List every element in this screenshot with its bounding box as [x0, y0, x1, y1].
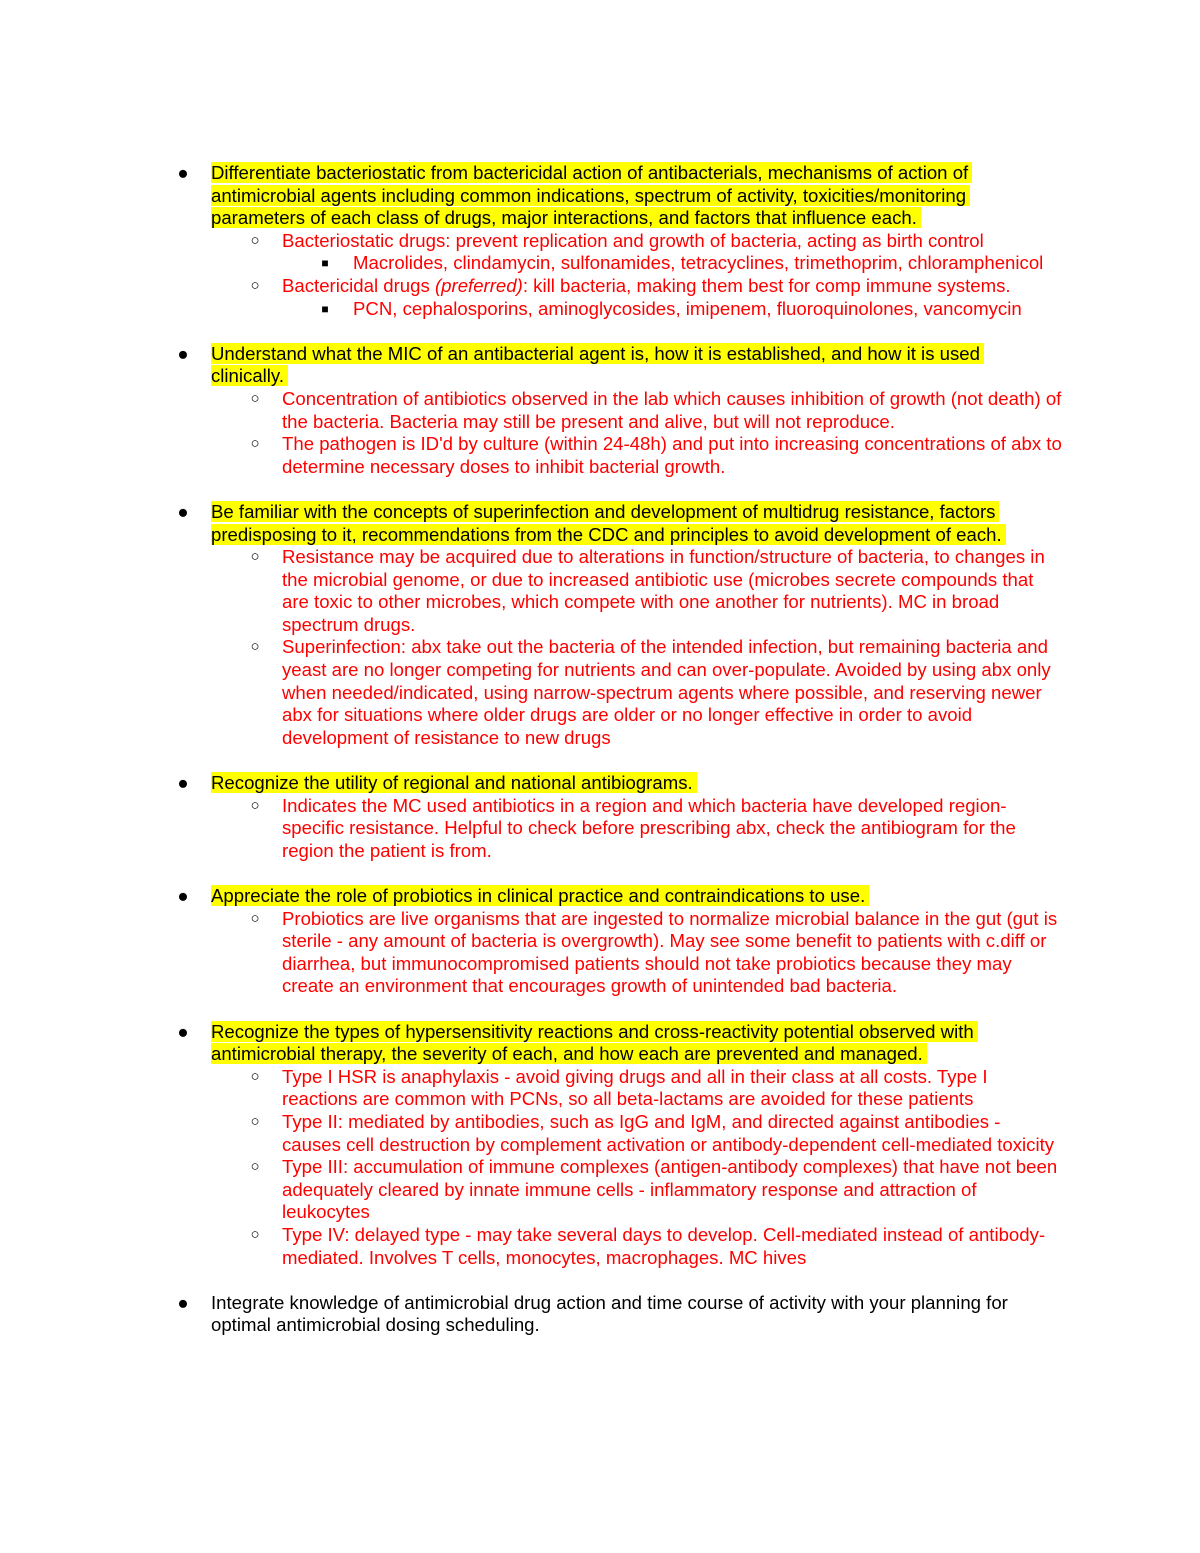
objective-text: Appreciate the role of probiotics in clinical practice and contraindications to use.: [211, 885, 869, 906]
circle-bullet-icon: ○: [250, 548, 260, 566]
square-bullet-icon: ■: [321, 256, 329, 271]
point-text: Concentration of antibiotics observed in the lab which causes inhibition of growth (not death) of the bacteria. Bacteria may still be present and alive, but will not reproduce.: [282, 387, 1062, 432]
sub-list: [211, 546, 1051, 749]
point-emphasis: (preferred): [434, 274, 523, 296]
sub-list-item: [0, 795, 1062, 863]
sub-list-item: [0, 1156, 1062, 1224]
sub-list: [211, 795, 1041, 863]
point-text: The pathogen is ID'd by culture (within 24-48h) and put into increasing concentrations of abx to determine necessary doses to inhibit bacterial growth.: [282, 433, 1062, 477]
sub-sub-list: [282, 298, 1062, 321]
square-bullet-icon: ■: [321, 301, 329, 316]
sub-list: [211, 387, 1062, 478]
sub-list-item: [0, 433, 1062, 478]
sub-sub-list-item: [0, 252, 1073, 275]
sub-list-item: [0, 230, 1062, 275]
sub-list: [211, 229, 1044, 320]
list-item: [0, 500, 1051, 750]
circle-bullet-icon: ○: [250, 231, 260, 249]
circle-bullet-icon: ○: [250, 796, 260, 814]
document-page: [0, 162, 1200, 1337]
point-text: Indicates the MC used antibiotics in a region and which bacteria have developed region-specific resistance. Helpful to check before prescribing abx, check the antibiogram for the region the patient is from.: [282, 794, 1016, 861]
sub-sub-list-item: [0, 298, 1073, 321]
list-item: [0, 885, 1058, 998]
circle-bullet-icon: ○: [250, 638, 260, 656]
objective-text: Be familiar with the concepts of superinfection and development of multidrug resistance, factors predisposing to it, recommendations from the CDC and principles to avoid development of each.: [211, 501, 1006, 545]
point-text: Type II: mediated by antibodies, such as IgG and IgM, and directed against antibodies - causes cell destruction by complement activation or antibody-dependent cell-mediated toxicity: [282, 1110, 1055, 1155]
sub-list: [211, 907, 1058, 998]
circle-bullet-icon: ○: [250, 435, 260, 453]
point-text: Macrolides, clindamycin, sulfonamides, tetracyclines, trimethoprim, chloramphenicol: [353, 252, 1044, 274]
objective-text: Differentiate bacteriostatic from bactericidal action of antibacterials, mechanisms of action of antimicrobial agents including common indications, spectrum of activity, toxicities/monitoring parameters of each class of drugs, major interactions, and factors that influence each.: [211, 162, 972, 228]
sub-list-item: [0, 546, 1062, 636]
point-text: Bacteriostatic drugs: prevent replication and growth of bacteria, acting as birth control: [282, 229, 984, 251]
bullet-icon: ●: [177, 885, 189, 906]
list-item: [0, 772, 1041, 862]
objective-text: Recognize the types of hypersensitivity reactions and cross-reactivity potential observed with antimicrobial therapy, the severity of each, and how each are prevented and managed.: [211, 1021, 978, 1065]
sub-list-item: [0, 908, 1062, 998]
point-text: Probiotics are live organisms that are ingested to normalize microbial balance in the gut (gut is sterile - any amount of bacteria is overgrowth). May see some benefit to patients with c.diff or diarrhea, but immunocompromised patients should not take probiotics because they may create an environment that encourages growth of unintended bad bacteria.: [282, 907, 1058, 997]
circle-bullet-icon: ○: [250, 1112, 260, 1130]
circle-bullet-icon: ○: [250, 909, 260, 927]
circle-bullet-icon: ○: [250, 389, 260, 407]
objective-text: Integrate knowledge of antimicrobial drug action and time course of activity with your planning for optimal antimicrobial dosing scheduling.: [211, 1291, 1008, 1336]
list-item: [0, 342, 1062, 479]
list-item: [0, 1292, 1041, 1337]
sub-list-item: [0, 1066, 1062, 1111]
point-text: Type IV: delayed type - may take several days to develop. Cell-mediated instead of antibody-mediated. Involves T cells, monocytes, macrophages. MC hives: [282, 1223, 1046, 1268]
list-item: [0, 1020, 1058, 1270]
sub-list-item: [0, 275, 1062, 320]
sub-list-item: [0, 388, 1062, 433]
list-item: [0, 162, 1044, 320]
sub-list-item: [0, 636, 1062, 749]
circle-bullet-icon: ○: [250, 1225, 260, 1243]
point-text: Superinfection: abx take out the bacteria of the intended infection, but remaining bacteria and yeast are no longer competing for nutrients and can over-populate. Avoided by using abx only when needed/indicated, using narrow-spectrum agents where possible, and reserving newer abx for situations where older drugs are older or no longer effective in order to avoid development of resistance to new drugs: [282, 636, 1051, 748]
bullet-icon: ●: [177, 1020, 189, 1042]
point-text: Type III: accumulation of immune complexes (antigen-antibody complexes) that have not been adequately cleared by innate immune cells - inflammatory response and attraction of leukocytes: [282, 1156, 1058, 1223]
objective-text: Understand what the MIC of an antibacterial agent is, how it is established, and how it is used clinically.: [211, 343, 984, 387]
sub-list-item: [0, 1111, 1062, 1156]
objective-text: Recognize the utility of regional and national antibiograms.: [211, 772, 697, 793]
circle-bullet-icon: ○: [250, 276, 260, 294]
bullet-icon: ●: [177, 162, 189, 183]
bullet-icon: ●: [177, 1291, 189, 1313]
point-text: Bactericidal drugs: [282, 274, 435, 296]
point-text: : kill bacteria, making them best for comp immune systems.: [522, 274, 1011, 296]
sub-list: [211, 1065, 1058, 1269]
bullet-icon: ●: [177, 342, 189, 364]
point-text: PCN, cephalosporins, aminoglycosides, imipenem, fluoroquinolones, vancomycin: [353, 297, 1022, 319]
bullet-icon: ●: [177, 772, 189, 794]
point-text: Resistance may be acquired due to alterations in function/structure of bacteria, to changes in the microbial genome, or due to increased antibiotic use (microbes secrete compounds that are toxic to other microbes, which compete with one another for nutrients). MC in broad spectrum drugs.: [282, 546, 1045, 635]
sub-list-item: [0, 1224, 1062, 1269]
circle-bullet-icon: ○: [250, 1067, 260, 1085]
objectives-list: [0, 162, 1200, 1337]
circle-bullet-icon: ○: [250, 1158, 260, 1176]
point-text: Type I HSR is anaphylaxis - avoid giving drugs and all in their class at all costs. Type I reactions are common with PCNs, so all beta-lactams are avoided for these patients: [282, 1065, 988, 1110]
sub-sub-list: [282, 252, 1062, 275]
bullet-icon: ●: [177, 500, 189, 522]
